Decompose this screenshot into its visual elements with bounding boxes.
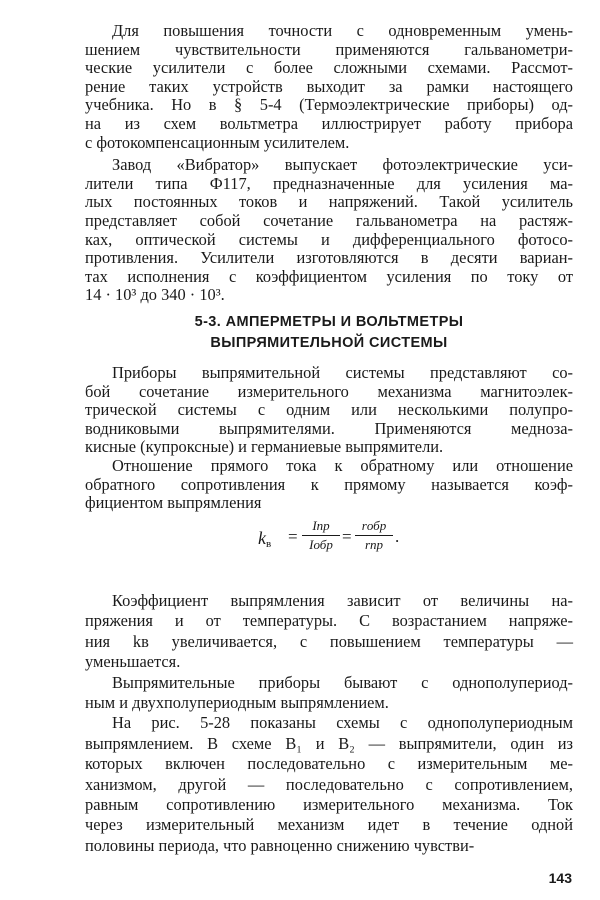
text-line: тах исполнения с коэффициентом усиления по току от xyxy=(85,266,573,286)
text-line: ческие усилители с более сложными схемами. Рассмот- xyxy=(85,58,573,78)
text-line: представляет собой сочетание гальванометра на растяж- xyxy=(85,211,573,230)
text-line: Приборы выпрямительной системы представляют со- xyxy=(112,363,573,382)
text-line: ным и двухполупериодным выпрямлением. xyxy=(85,693,389,712)
text-line: Коэффициент выпрямления зависит от величины на- xyxy=(112,591,573,610)
text-line: лых постоянных токов и напряжений. Такой усилитель xyxy=(85,192,573,212)
text-line: выпрямлением. В схеме B₁ и B₂ — выпрямители, один из xyxy=(85,733,573,753)
text-line: лители типа Ф117, предназначенные для усиления ма- xyxy=(85,173,573,193)
text-line: бой сочетание измерительного механизма магнитоэлек- xyxy=(85,381,573,401)
text-line: противления. Усилители изготовляются в десяти вариан- xyxy=(85,248,573,268)
text-line: водниковыми выпрямителями. Применяются медноза- xyxy=(85,418,573,438)
text-line: ханизмом, другой — последовательно с сопротивлением, xyxy=(85,774,573,794)
rectification-coefficient-formula: $k_в$ = Iпр Iобр = rобр rпр . xyxy=(258,518,400,552)
text-line: с фотокомпенсационным усилителем. xyxy=(85,132,350,152)
formula-equals: = xyxy=(342,527,352,546)
formula-current-fraction: Iпр Iобр xyxy=(302,518,340,553)
text-line: которых включен последовательно с измерительным ме- xyxy=(85,754,573,774)
text-line: трической системы с одним или несколькими полупро- xyxy=(85,400,573,420)
page-number: 143 xyxy=(548,870,572,886)
text-line: ках, оптической системы и дифференциального фотосо- xyxy=(85,229,573,249)
text-line: Для повышения точности с одновременным умень- xyxy=(112,21,573,40)
text-line: половины периода, что равноценно снижению чувстви- xyxy=(85,835,475,855)
text-line: Завод «Вибратор» выпускает фотоэлектрические уси- xyxy=(112,155,573,175)
text-line: фициентом выпрямления xyxy=(85,493,262,513)
text-line: Выпрямительные приборы бывают с однополупериод- xyxy=(112,672,573,692)
text-line: 14 · 10³ до 340 · 10³. xyxy=(85,285,225,305)
text-line: Отношение прямого тока к обратному или отношение xyxy=(112,456,573,475)
text-line: на из схем вольтметра иллюстрирует работу прибора xyxy=(85,114,573,133)
formula-k: $k_в$ xyxy=(258,528,272,550)
text-line: шением чувствительности применяются гальванометри- xyxy=(85,39,573,59)
section-heading-line1: 5-3. АМПЕРМЕТРЫ И ВОЛЬТМЕТРЫ xyxy=(194,314,464,330)
text-line: обратного сопротивления к прямому называется коэф- xyxy=(85,474,573,494)
text-line: рение таких устройств выходит за рамки настоящего xyxy=(85,76,573,96)
text-line: уменьшается. xyxy=(85,652,181,672)
formula-equals: = xyxy=(288,527,298,546)
text-line: учебника. Но в § 5-4 (Термоэлектрические приборы) од- xyxy=(85,95,573,115)
text-line: На рис. 5-28 показаны схемы с однополупериодным xyxy=(112,713,573,733)
section-heading-line2: ВЫПРЯМИТЕЛЬНОЙ СИСТЕМЫ xyxy=(210,335,448,351)
text-line: пряжения и от температуры. С возрастанием напряже- xyxy=(85,611,573,631)
text-line: кисные (купроксные) и германиевые выпрямители. xyxy=(85,437,444,457)
text-line: равным сопротивлению измерительного механизма. Ток xyxy=(85,795,573,814)
formula-resistance-fraction: rобр rпр xyxy=(355,518,393,553)
text-line: через измерительный механизм идет в течение одной xyxy=(85,815,573,835)
text-line: ния kв увеличивается, с повышением температуры — xyxy=(85,631,573,651)
